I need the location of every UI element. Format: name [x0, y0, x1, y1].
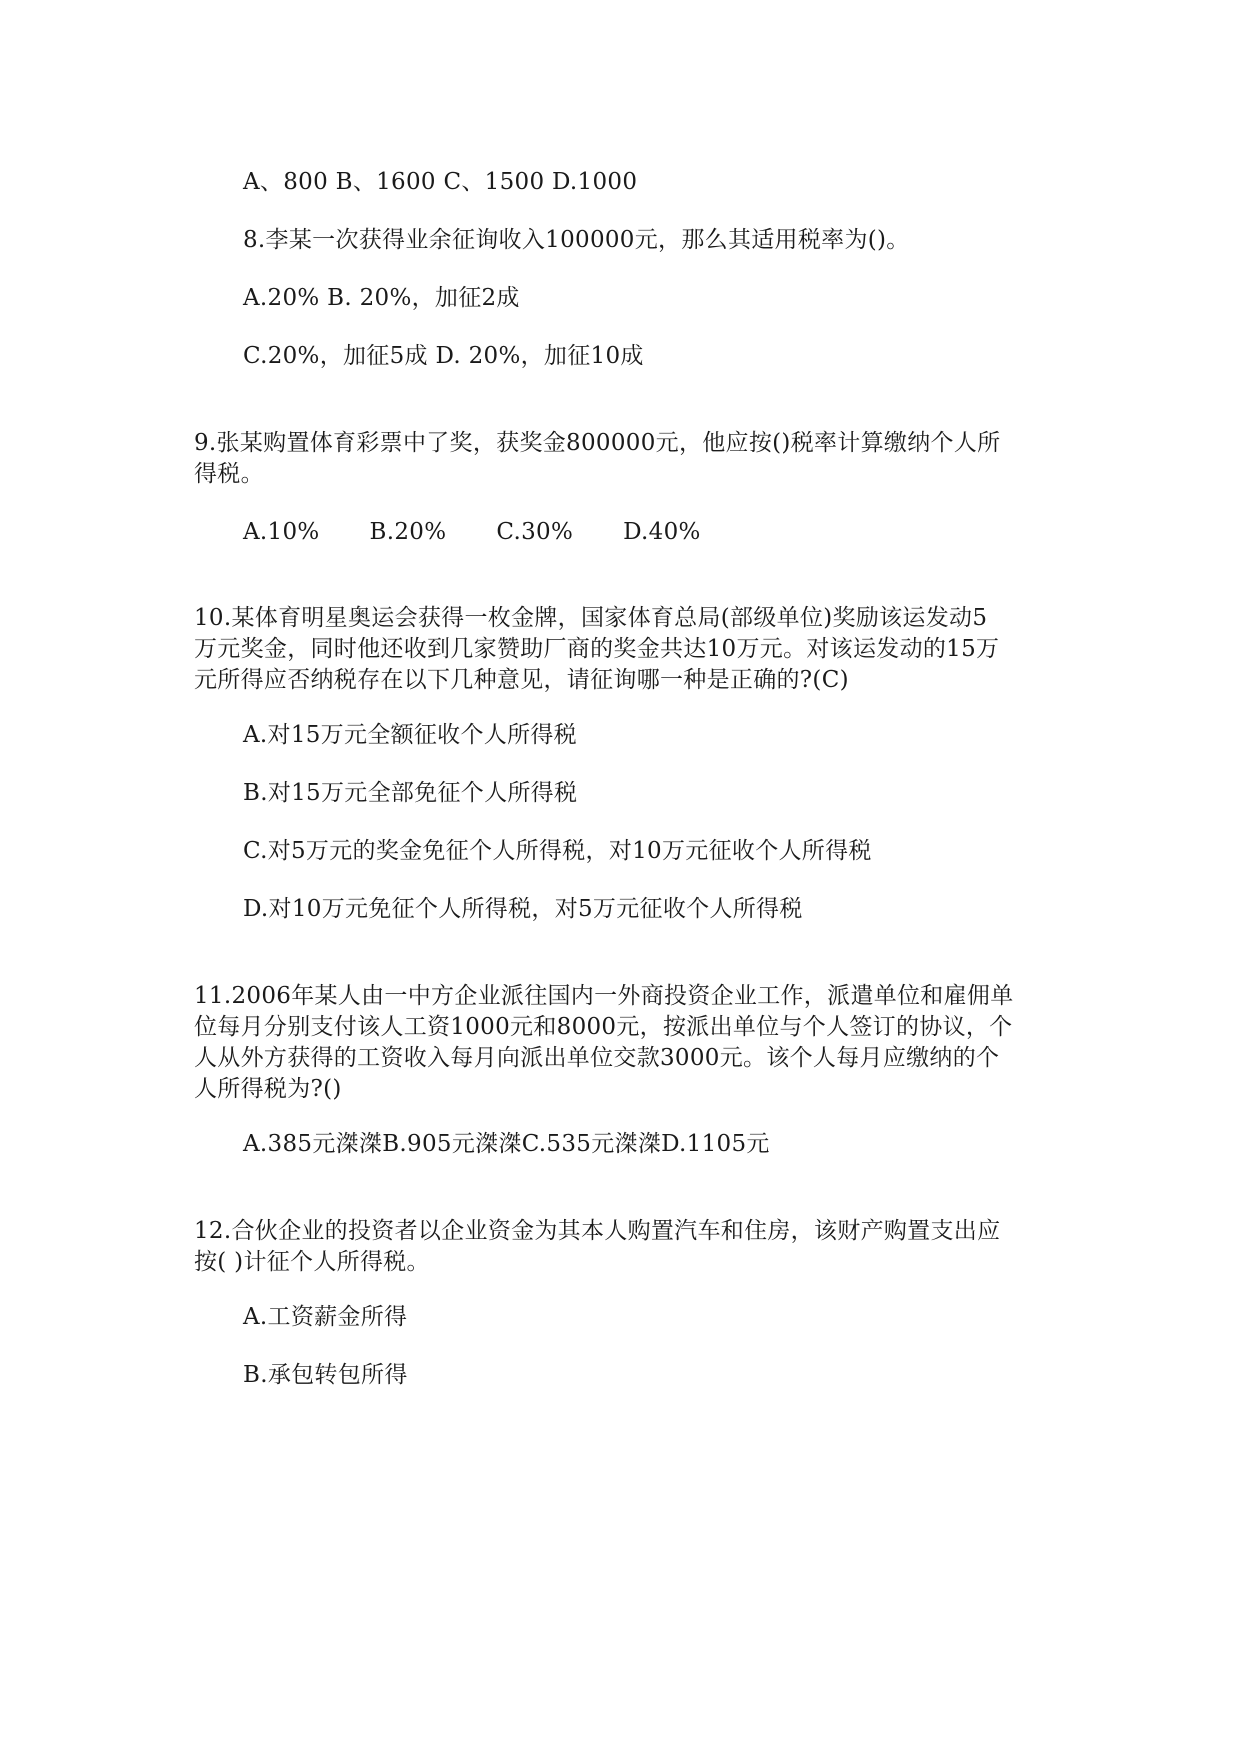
- q9-stem-line1: 9.张某购置体育彩票中了奖，获奖金800000元，他应按()税率计算缴纳个人所: [194, 430, 1001, 456]
- q11-stem-line1: 11.2006年某人由一中方企业派往国内一外商投资企业工作，派遣单位和雇佣单: [194, 983, 1014, 1009]
- q9-option-c: C.30%: [496, 519, 574, 545]
- q11-stem-line2: 位每月分别支付该人工资1000元和8000元，按派出单位与个人签订的协议，个: [194, 1014, 1013, 1040]
- q9-stem-line2: 得税。: [194, 461, 264, 487]
- q12-stem-line1: 12.合伙企业的投资者以企业资金为其本人购置汽车和住房，该财产购置支出应: [194, 1218, 1001, 1244]
- q11-stem-line4: 人所得税为?(): [194, 1076, 342, 1102]
- q10-option-c: C.对5万元的奖金免征个人所得税，对10万元征收个人所得税: [243, 838, 872, 864]
- q12-option-a: A.工资薪金所得: [243, 1304, 408, 1330]
- q10-option-d: D.对10万元免征个人所得税，对5万元征收个人所得税: [243, 896, 803, 922]
- q8-stem: 8.李某一次获得业余征询收入100000元，那么其适用税率为()。: [243, 227, 910, 253]
- q10-stem-line2: 万元奖金，同时他还收到几家赞助厂商的奖金共达10万元。对该运发动的15万: [194, 636, 1000, 662]
- q10-stem-line1: 10.某体育明星奥运会获得一枚金牌，国家体育总局(部级单位)奖励该运发动5: [194, 605, 988, 631]
- q11-stem-line3: 人从外方获得的工资收入每月向派出单位交款3000元。该个人每月应缴纳的个: [194, 1045, 1000, 1071]
- q10-option-a: A.对15万元全额征收个人所得税: [243, 722, 577, 748]
- q12-stem-line2: 按( )计征个人所得税。: [194, 1249, 430, 1275]
- q9-option-b: B.20%: [369, 519, 447, 545]
- q11-options: A.385元滐滐B.905元滐滐C.535元滐滐D.1105元: [243, 1131, 770, 1157]
- q7-options: A、800 B、1600 C、1500 D.1000: [243, 169, 638, 195]
- q8-options-line2: C.20%，加征5成 D. 20%，加征10成: [243, 343, 644, 369]
- q9-option-a: A.10%: [243, 519, 320, 545]
- q10-stem-line3: 元所得应否纳税存在以下几种意见，请征询哪一种是正确的?(C): [194, 667, 849, 693]
- q12-option-b: B.承包转包所得: [243, 1362, 408, 1388]
- q10-option-b: B.对15万元全部免征个人所得税: [243, 780, 578, 806]
- q9-option-d: D.40%: [623, 519, 701, 545]
- q9-options: [243, 516, 701, 549]
- q8-options-line1: A.20% B. 20%，加征2成: [243, 285, 520, 311]
